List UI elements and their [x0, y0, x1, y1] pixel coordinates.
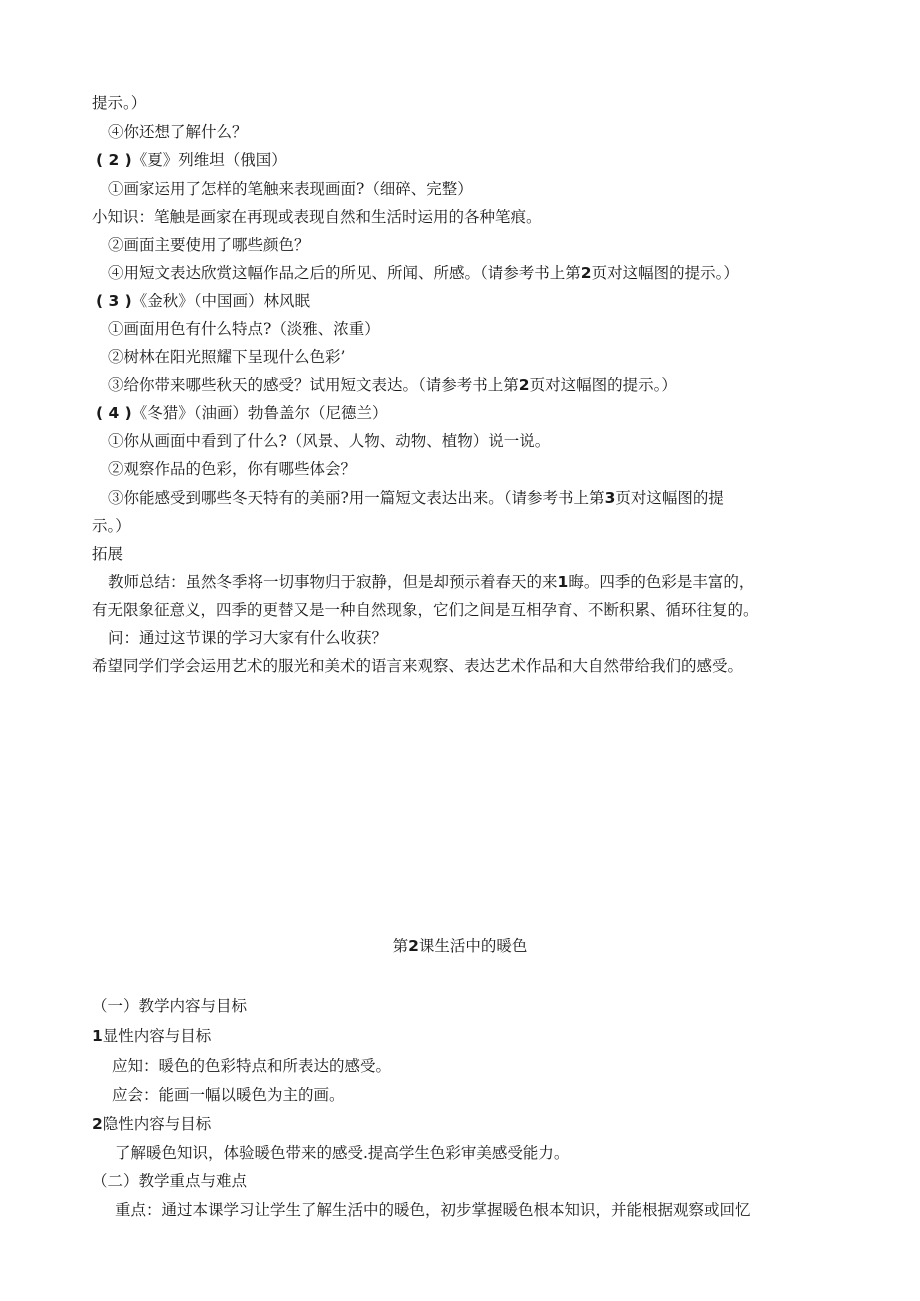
page-number: 2	[580, 264, 592, 282]
section-number: ( 2 )	[96, 151, 132, 169]
text-line	[108, 571, 754, 593]
text-span: ③给你带来哪些秋天的感受？试用短文表达。（请参考书上第	[108, 376, 519, 394]
lesson-title	[0, 935, 920, 957]
text-line: 提示。）	[92, 94, 147, 112]
text-line: 了解暖色知识，体验暖色带来的感受.提高学生色彩审美感受能力。	[115, 1144, 570, 1162]
text-line: ①你从画面中看到了什么?（风景、人物、动物、植物）说一说。	[108, 432, 551, 450]
text-line: ②画面主要使用了哪些颜色？	[108, 236, 310, 254]
text-span: 晦。四季的色彩是丰富的，	[568, 573, 755, 591]
lesson-number: 2	[408, 937, 419, 955]
text-line: 重点：通过本课学习让学生了解生活中的暖色，初步掌握暖色根本知识，并能根据观察或回忆	[115, 1201, 751, 1219]
section-label: 《夏》列维坦（俄国）	[131, 151, 287, 169]
text-span: 页对这幅图的提示。）	[529, 376, 677, 394]
section-heading	[96, 290, 310, 312]
text-line: 应知：暖色的色彩特点和所表达的感受。	[112, 1057, 392, 1075]
text-line: ②观察作品的色彩，你有哪些体会？	[108, 460, 357, 478]
section-number: ( 4 )	[96, 404, 132, 422]
subsection-label: 显性内容与目标	[102, 1027, 212, 1045]
text-line: 小知识：笔触是画家在再现或表现自然和生活时运用的各种笔痕。	[92, 208, 542, 226]
subsection-heading	[92, 1113, 211, 1135]
text-span: 页对这幅图的提示。）	[591, 264, 739, 282]
heading-extension: 拓展	[92, 545, 124, 563]
section-heading	[96, 149, 287, 171]
text-line: ②树林在阳光照耀下呈现什么色彩’	[108, 348, 346, 366]
text-line: ④你还想了解什么？	[108, 123, 248, 141]
subsection-heading	[92, 1025, 211, 1047]
page-number: 3	[604, 489, 616, 507]
section-number: ( 3 )	[96, 292, 132, 310]
text-line: 问：通过这节课的学习大家有什么收获？	[108, 629, 388, 647]
subsection-number: 1	[92, 1027, 103, 1045]
text-line: 希望同学们学会运用艺术的服光和美术的语言来观察、表达艺术作品和大自然带给我们的感受。	[92, 657, 744, 675]
section-label: 《冬猎》（油画）勃鲁盖尔（尼德兰）	[131, 404, 388, 422]
text-span: 教师总结：虽然冬季将一切事物归于寂静，但是却预示着春天的来	[108, 573, 558, 591]
text-line: 应会：能画一幅以暖色为主的画。	[112, 1086, 345, 1104]
text-line: ①画家运用了怎样的笔触来表现画面?（细碎、完整）	[108, 180, 473, 198]
subsection-label: 隐性内容与目标	[102, 1115, 212, 1133]
text-line	[108, 262, 739, 284]
text-span: 第	[392, 937, 409, 955]
section-heading: （一）教学内容与目标	[92, 997, 248, 1015]
text-span: 页对这幅图的提	[615, 489, 724, 507]
section-heading	[96, 402, 388, 424]
text-span: 课生活中的暖色	[418, 937, 528, 955]
section-heading: （二）教学重点与难点	[92, 1172, 248, 1190]
subsection-number: 2	[92, 1115, 103, 1133]
text-span: ③你能感受到哪些冬天特有的美丽?用一篇短文表达出来。（请参考书上第	[108, 489, 605, 507]
section-label: 《金秋》（中国画）林风眠	[131, 292, 311, 310]
text-line: 有无限象征意义，四季的更替又是一种自然现象，它们之间是互相孕育、不断积累、循环往复的。	[92, 601, 759, 619]
text-span: ④用短文表达欣赏这幅作品之后的所见、所闻、所感。（请参考书上第	[108, 264, 581, 282]
text-line	[108, 487, 724, 509]
page-number: 2	[518, 376, 530, 394]
text-number: 1	[557, 573, 569, 591]
text-line: 示。）	[92, 517, 131, 535]
text-line	[108, 374, 677, 396]
text-line: ①画面用色有什么特点?（淡雅、浓重）	[108, 320, 380, 338]
